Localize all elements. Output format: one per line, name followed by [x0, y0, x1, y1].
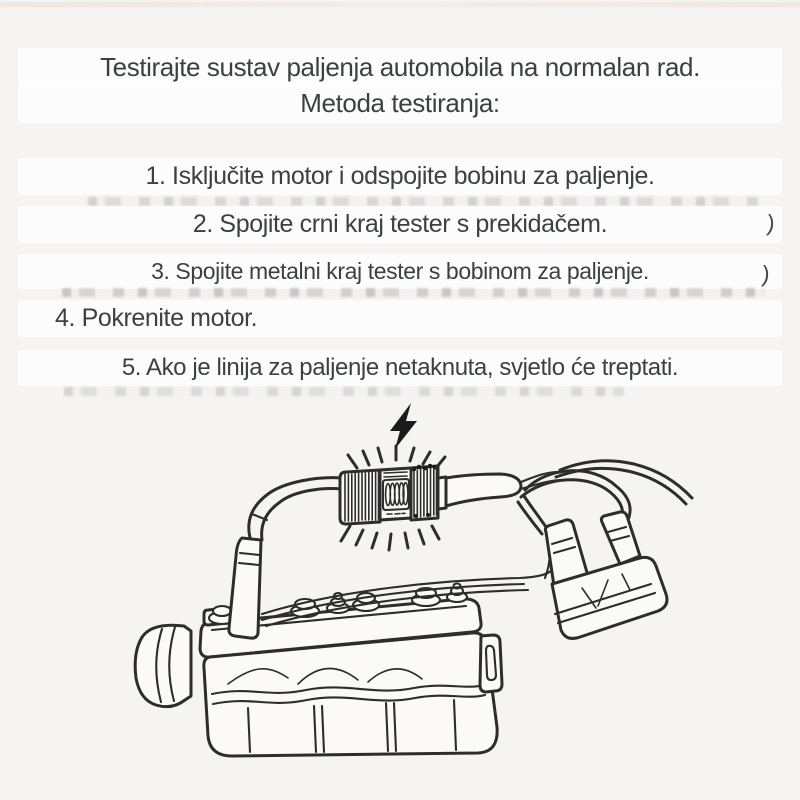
cropped-text-mark: ): [760, 260, 772, 288]
heading-line-1: Testirajte sustav paljenja automobila na normalan rad.: [18, 48, 782, 87]
step-1: 1. Isključite motor i odspojite bobinu za paljenje.: [18, 158, 782, 195]
ignition-test-illustration: [0, 392, 800, 800]
step-4: 4. Pokrenite motor.: [18, 300, 782, 337]
top-edge-artifact: [0, 2, 800, 7]
distributor-cap-drawing: [545, 512, 667, 639]
engine-block-drawing: [135, 584, 502, 757]
ghost-text-artifact: [88, 197, 758, 206]
step-3: 3. Spojite metalni kraj tester s bobinom za paljenje.: [18, 254, 782, 289]
ghost-text-artifact: [62, 288, 764, 297]
heading-line-2: Metoda testiranja:: [18, 84, 782, 123]
lightning-bolt-icon: [390, 403, 417, 449]
step-5: 5. Ako je linija za paljenje netaknuta, svjetlo će treptati.: [18, 350, 782, 386]
step-2: 2. Spojite crni kraj tester s prekidačem.: [18, 206, 782, 243]
cropped-text-mark: ): [765, 209, 777, 237]
